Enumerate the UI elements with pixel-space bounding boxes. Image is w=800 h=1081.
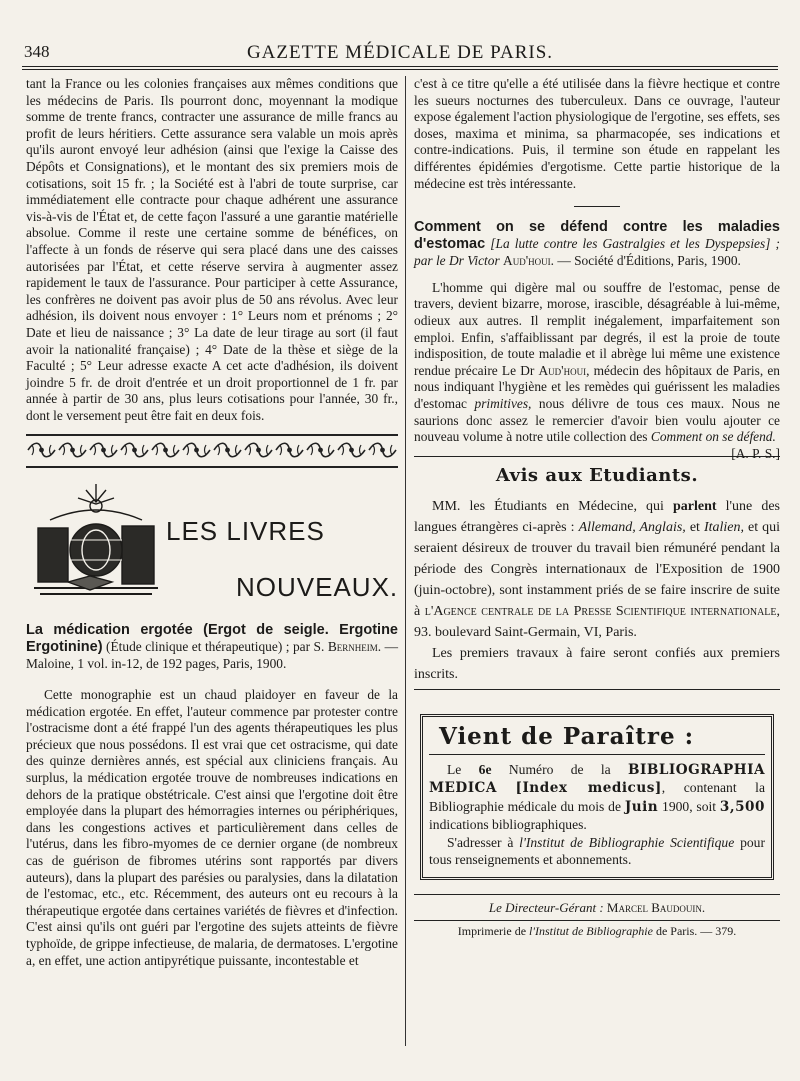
avis-paragraph-2: Les premiers travaux à faire seront confiés aux premiers inscrits. [414,645,780,682]
section-title-nouveaux: NOUVEAUX. [236,572,399,603]
printer-institute: l'Institut de Bibliographie [529,923,653,938]
short-separator [574,206,620,207]
book-review-ergotee [26,622,398,969]
section-title-les-livres: LES LIVRES [166,516,325,547]
printer-text-b: de Paris. — 379. [655,923,737,938]
ad-text-g: pour tous renseignements et abonnements. [429,834,765,868]
printer-text-a: Imprimerie de [457,923,527,938]
book-subtitle: [La lutte contre les Gastralgies et les Dyspepsies] ; par le Dr Victor [414,236,780,269]
ad-month: Juin [624,798,659,815]
director-name: Marcel Baudouin. [606,899,706,915]
book-publication: — Société d'Éditions, Paris, 1900. [557,253,741,269]
ad-text-e: indications bibliographiques. [429,817,587,833]
header-rule [22,66,778,70]
review-text-1: L'homme qui digère mal ou souffre de l'estomac, pense de travers, devient bizarre, morose, irascible, désagréable à lui-même, odieux aux autres. Il remplit inégalement, imparfaitement son emploi. Enfin, s'affaiblissant par degrés, il est la proie de toute indisposition, de toute maladie et il abrège lui même une existence rendue précaire Le Dr [414,279,780,378]
review-text-2: médecin des hôpitaux de Paris, en nous indiquant l'hygiène et les remèdes qui guérissent les maladies d'estomac [414,362,780,411]
avis-italien: Italien, [703,519,744,535]
book-subtitle: (Étude clinique et thérapeutique) ; par S. [106,639,325,655]
avis-text-a: MM. les Étudiants en Médecine, qui [432,498,664,514]
left-column [26,76,398,969]
book-author: Bernheim. [327,639,382,655]
book-author: Aud'houi. [503,253,554,269]
book-review-estomac [414,219,780,461]
advertisement-box [420,714,774,880]
ad-text-b: Numéro de la [508,761,611,777]
ad-paragraph-2 [429,834,765,869]
review-italic-1: primitives, [474,395,532,411]
page-number: 348 [24,42,50,61]
ad-text-c: , contenant la Bibliographie médicale du mois de [429,780,765,814]
printer-line [414,920,780,940]
ad-bibliographia: BIBLIOGRAPHIA MEDICA [429,761,766,797]
review-text-3: nous délivre de tous ces maux. Nous ne saurions donc assez le remercier d'avoir bien voulu ajouter ce nouveau volume à notre utile collection des [414,395,780,445]
books-engraving-icon [30,480,162,598]
director-label: Le Directeur-Gérant : [488,899,604,915]
books-section-header [26,478,398,618]
ad-text-f: S'adresser à [447,834,514,850]
column-divider [405,76,406,1046]
avis-languages: Allemand, Anglais, [578,519,686,535]
book-title: La médication ergotée (Ergot de seigle. Ergotine Ergotinine) [26,622,398,656]
running-title: GAZETTE MÉDICALE DE PARIS. [246,42,554,63]
book-publication: — Maloine, 1 vol. in-12, de 192 pages, Paris, 1900. [26,639,398,672]
avis-text-b: l'une des langues étrangères ci-après : [414,498,780,535]
ad-title: Vient de Paraître : [429,721,765,755]
ad-index-medicus: [Index medicus] [515,780,662,797]
avis-agency: l'Agence centrale de la Presse Scientifique internationale, [424,603,781,619]
avis-bold-parlent: parlent [673,498,717,514]
ornament-pattern-icon [26,439,398,461]
review-author: Aud'houi, [538,362,590,378]
avis-notice [414,456,780,690]
book-review-body: Cette monographie est un chaud plaidoyer en faveur de la médication ergotée. En effet, l'auteur commence par protester contre l'ostracisme dont a été frappé l'un des agents thérapeutiques les plus précieux que nous possédons. Il est vrai que cet ostracisme, qui date des quinze dernières annés, est spécial aux cliniciens français. Au surplus, la médication ergotée trouve de nombreuses indications en dehors de la pratique obstétricale. C'est ainsi que l'ergotine doit être employée dans la plupart des hémorragies internes ou périphériques, dans les congestions actives et particulièrement dans celles de l'utérus, dans les fibro-myomes de ce dernier organe (de nombreux cas de guérison de fibromes utérins sont rapportés par divers auteurs), dans la plupart des parésies ou paralysies, dans la dilatation de l'estomac, etc., etc. Récemment, des auteurs ont eu recours à la thérapeutique ergotée dans certaines variétés de fièvres et d'infection. C'est ainsi qu'ils ont guéri par l'ergotine des sujets atteints de fièvre typhoïde, de grippe infectieuse, de malaria, de dermatoses. L'ergotine a, en effet, une action antipyrétique puissante, incontestable et [26,687,398,968]
book-title: Comment on se défend contre les maladies d'estomac [414,219,780,253]
ad-institute: l'Institut de Bibliographie Scientifique [519,834,735,850]
avis-paragraph [414,496,780,643]
review-italic-2: Comment on se défend. [650,429,776,445]
avis-text-c: et qui seraient désireux de trouver du travail bien rémunéré pendant la période des Congrès internationaux de l'Exposition de 1900 (juin-octobre), sont instamment priés de se faire inscrire de suite à [414,519,781,619]
right-column [414,76,780,940]
ad-issue-number: 6e [478,761,492,777]
insurance-continuation: tant la France ou les colonies françaises aux mêmes conditions que les médecins de Paris. Ils pourront donc, moyennant la modique somme de trente francs, contracter une assurance de mille francs au profit de leurs héritiers. Cette assurance sera valable un mois après qu'ils auront envoyé leur adhésion (ainsi que l'exige la Caisse des Dépôts et Consignations), et le montant des six premiers mois de cotisations, soit 15 fr. ; la Société est à l'abri de toute surprise, car immédiatement elle contracte pour chaque adhérent une assurance vis-à-vis de l'État et, de cette façon l'assuré a une garantie matérielle absolue. Comme il reste une certaine somme de bénéfices, on l'affecte à un fonds de réserve qui sera placé dans une des caisses autorisées par l'État, et cette réserve servira à augmenter assez rapidement le taux de l'assurance. Pour participer à cette Assurance, les confrères ne doivent pas avoir plus de 50 ans révolus. Avec leur adhésion, ils doivent nous envoyer : 1° Leurs nom et prénoms ; 2° Date et lieu de naissance ; 3° La date de leur tirage au sort (il faut avoir la nationalité française) ; 4° Date de la thèse et siège de la Faculté ; 5° Leur adresse exacte A cet acte d'adhésion, ils doivent joindre 5 fr. de droit d'entrée et un droit proportionnel de 1 fr. par année à partir de 30 ans, plus leurs cotisations pour l'année, 30 fr., dont le versement peut être fait en deux fois. [26,76,398,423]
book-review-body [414,279,780,461]
avis-et: et [689,519,700,535]
avis-address: 93. boulevard Saint-Germain, VI, Paris. [414,624,637,640]
decorative-border [26,434,398,468]
ad-count: 3,500 [719,798,765,815]
page-header [22,40,778,66]
ad-text-d: 1900, soit [662,798,717,814]
review-signature: [A. P. S.] [731,445,780,461]
page-footer [414,894,780,940]
avis-title: Avis aux Etudiants. [495,464,699,486]
director-line [414,899,780,916]
ergotee-continuation: c'est à ce titre qu'elle a été utilisée dans la fièvre hectique et contre les sueurs nocturnes des tuberculeux. Dans ce ouvrage, l'auteur expose également l'action physiologique de l'ergotine, ses effets, ses doses, maxima et minima, sa pharmacopée, ses indications et contre-indications. Puis, il termine son étude en rappelant les différentes épidémies d'ergotisme. Cette partie historique de la médecine est très intéressante. [414,76,780,191]
ad-paragraph-1 [429,761,765,834]
ad-text-a: Le [447,761,462,777]
